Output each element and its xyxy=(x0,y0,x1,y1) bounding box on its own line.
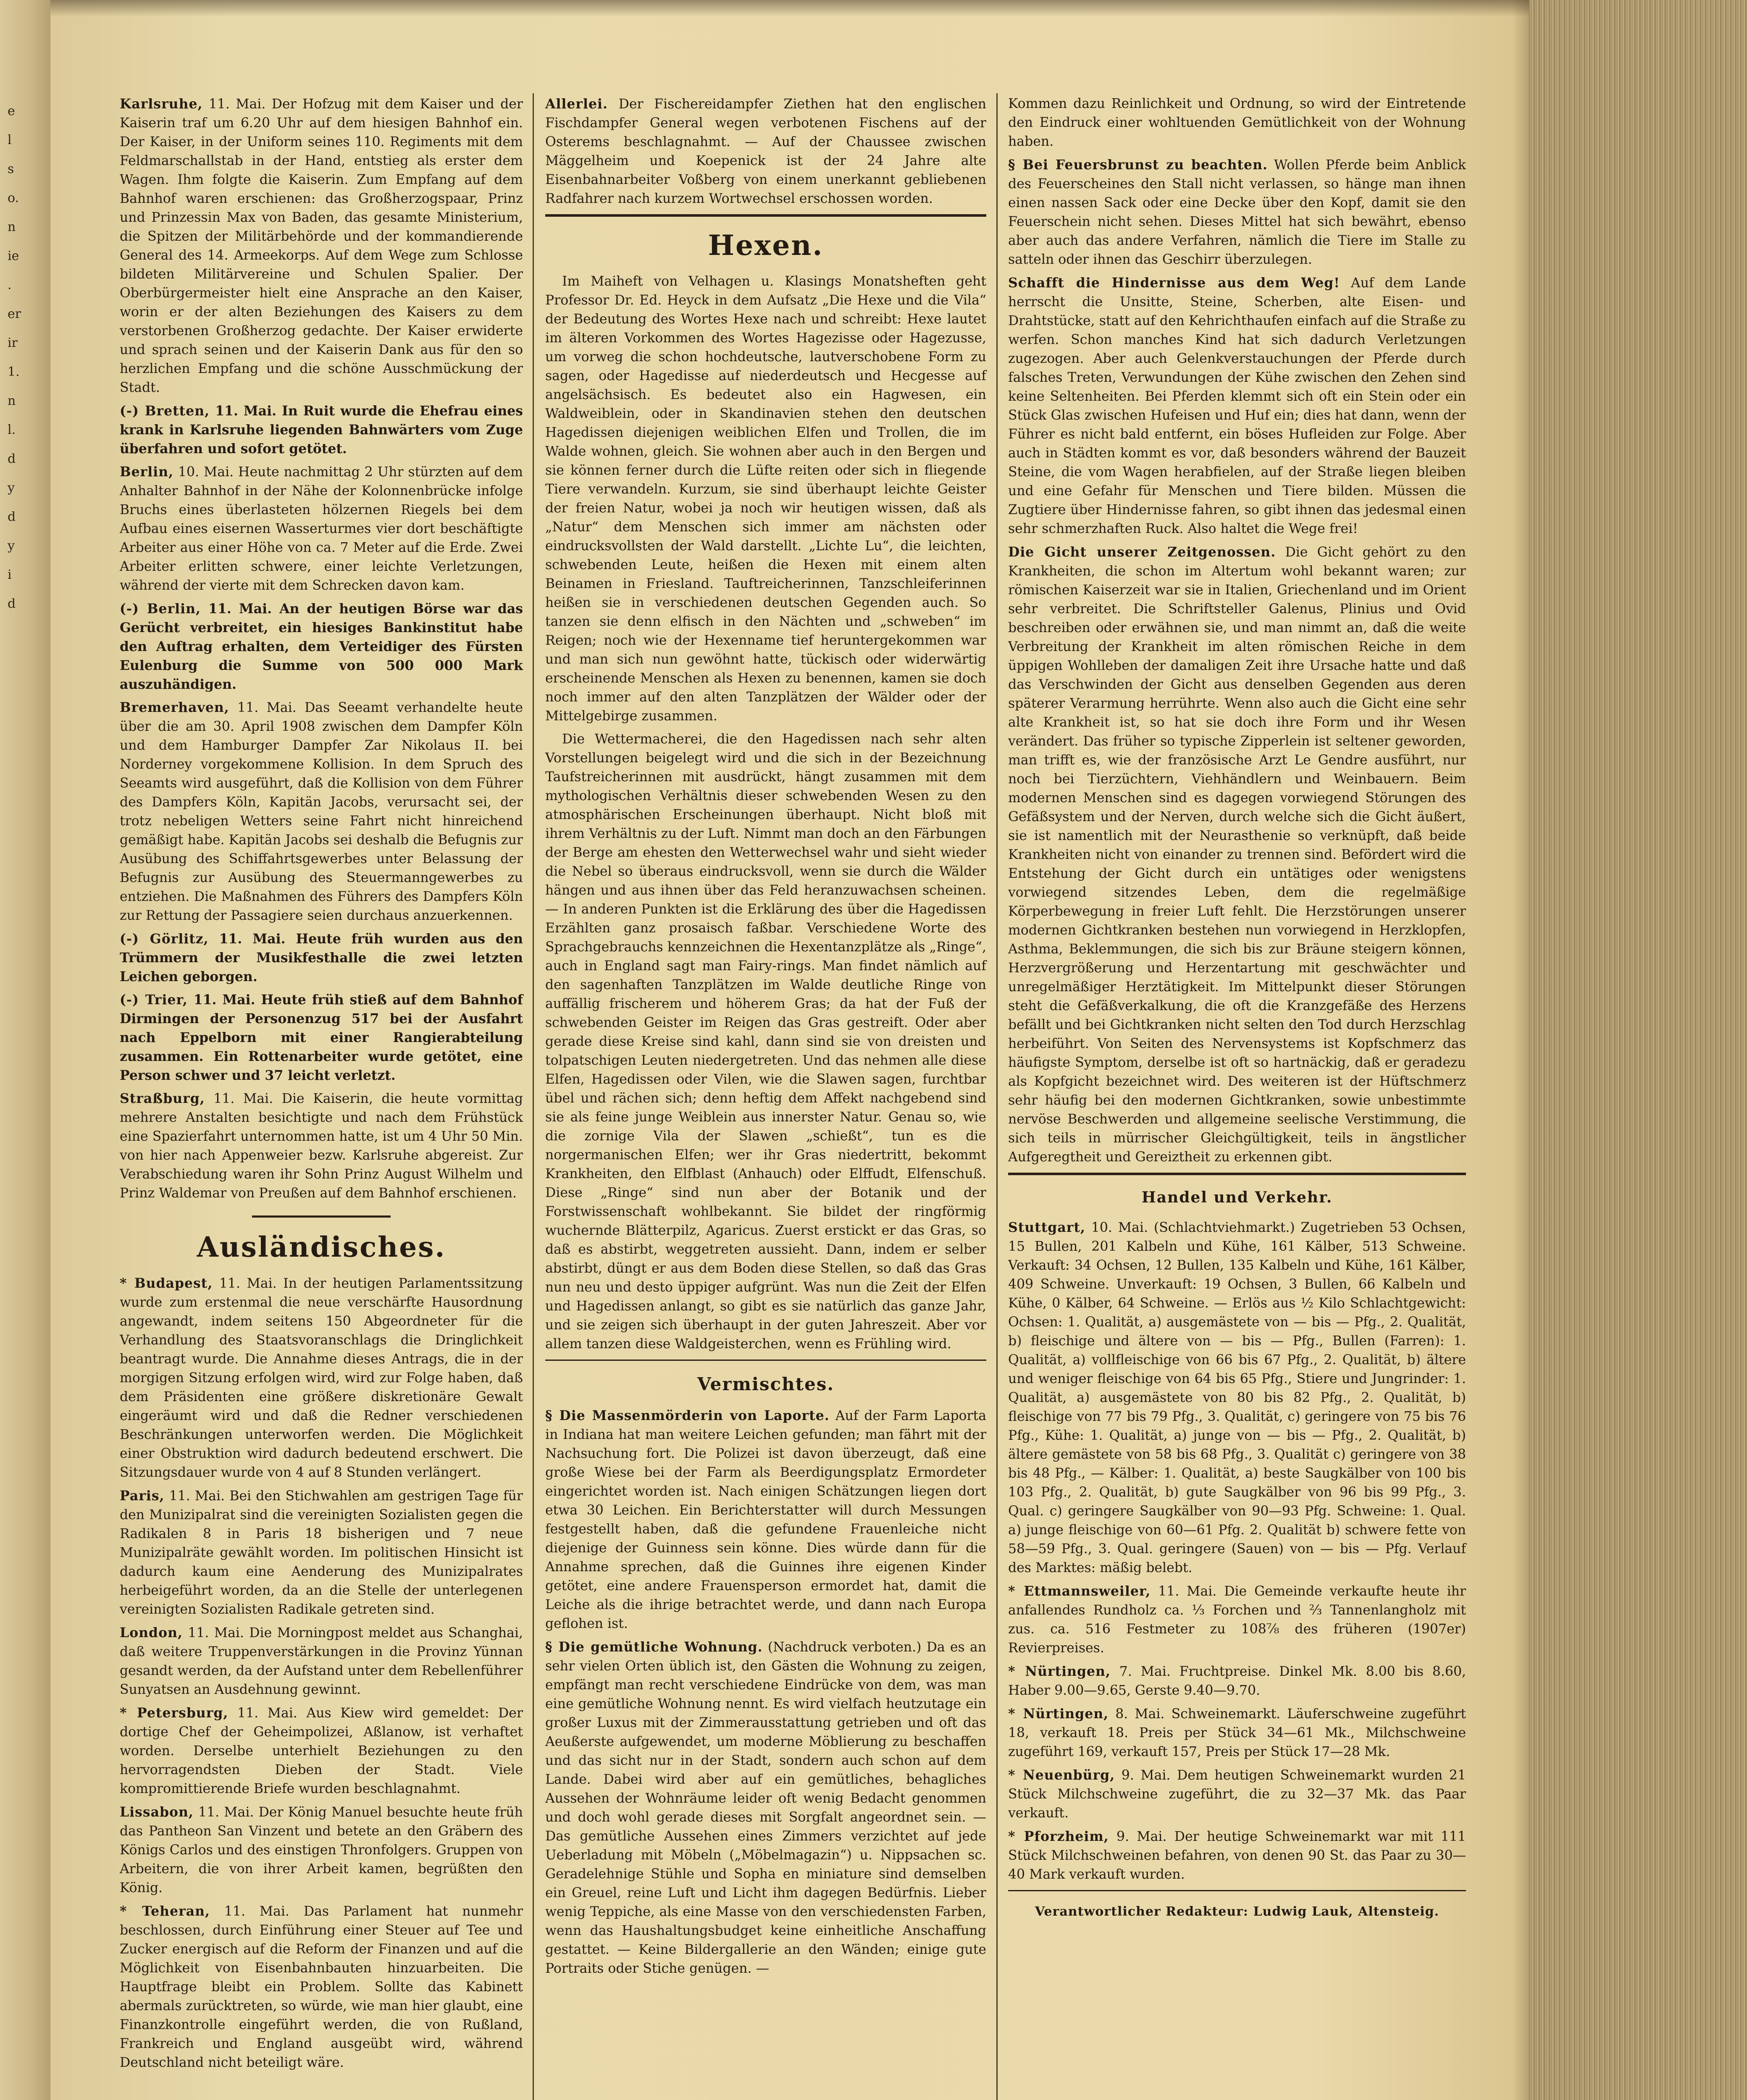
article-heading-hexen: Hexen. xyxy=(708,229,824,262)
news-item xyxy=(120,1089,523,1203)
news-item-text: 7. Mai. Fruchtpreise. Dinkel Mk. 8.00 bis 8.60, Haber 9.00—9.65, Gerste 9.40—9.70. xyxy=(1008,1664,1466,1698)
news-item-lead: * Ettmannsweiler, xyxy=(1008,1583,1151,1599)
news-item-text: 9. Mai. Dem heutigen Schweinemarkt wurden 21 Stück Milchschweine zugeführt, die zu 32—37 Mk. das Paar verkauft. xyxy=(1008,1768,1466,1821)
news-item-lead: § Die Massenmörderin von Laporte. xyxy=(545,1408,830,1423)
news-item-text: 11. Mai. Das Seeamt verhandelte heute über die am 30. April 1908 zwischen dem Dampfer Köln und dem Hamburger Dampfer Zar Nikolaus II. bei Norderney vorgekommene Kollision. In dem Spruch des Seeamts wird ausgeführt, daß die Kollision von dem Führer des Dampfers Köln, Kapitän Jacobs, verursacht sei, der trotz nebeligen Wetters seine Fahrt nicht hinreichend gemäßigt habe. Kapitän Jacobs sei deshalb die Befugnis zur Ausübung des Schiffahrtsgewerbes unter Belassung der Befugnis zur Ausübung des Steuermanngewerbes zu entziehen. Die Maßnahmen des Führers des Dampfers Köln zur Rettung der Passagiere seien durchaus anzuerkennen. xyxy=(120,700,523,923)
market-reports-list xyxy=(1008,1218,1466,1884)
scan-top-shadow xyxy=(50,0,1529,17)
news-item xyxy=(120,402,523,458)
news-item-lead: § Die gemütliche Wohnung. xyxy=(545,1639,763,1655)
news-item-lead: * Teheran, xyxy=(120,1903,210,1919)
news-item-lead: Straßburg, xyxy=(120,1091,205,1106)
news-item xyxy=(1008,155,1466,269)
book-page-stack xyxy=(1529,0,1747,2100)
news-item xyxy=(120,990,523,1085)
news-item-text: 11. Mai. An der heutigen Börse war das Gerücht verbreitet, ein hiesiges Bankinstitut habe den Auftrag erhalten, dem Verteidiger des Fürsten Eulenburg die Summe von 500 000 Mark auszuhändigen. xyxy=(120,601,523,692)
news-item xyxy=(1008,1662,1466,1700)
news-item-lead: (-) Berlin, xyxy=(120,601,201,617)
news-item-text: (Nachdruck verboten.) Da es an sehr vielen Orten üblich ist, den Gästen die Wohnung zu zeigen, empfängt man recht verschiedene Eindrücke von dem, was man eine gemütliche Wohnung nennt. Es wird vielfach heutzutage ein großer Luxus mit der Zimmerausstattung getrieben und oft das Aeußerste aufgewendet, um moderne Möblierung zu beschaffen und das sicht nur in der Stadt, sondern auch schon auf dem Lande. Dabei wird aber auf ein gemütliches, behagliches Aussehen der Wohnräume leider oft wenig Bedacht genommen und doch wohl gerade dieses mit Sorgfalt angeordnet sein. — Das gemütliche Aussehen eines Zimmers verzichtet auf jede Ueberladung mit Möbeln („Möbelmagazin“) u. Nippsachen sc. Geradelehnige Stühle und Sopha en miniature sind demselben ein Greuel, reine Luft und Licht ihm dagegen Bedürfnis. Lieber wenig Teppiche, als eine Masse von den verschiedensten Farben, wenn das Haushaltungsbudget keine einheitliche Anschaffung gestattet. — Keine Bildergallerie an den Wänden; einige gute Portraits oder Stiche genügen. — xyxy=(545,1640,987,1976)
column-rule-2 xyxy=(996,93,998,2100)
news-item-lead: * Neuenbürg, xyxy=(1008,1767,1115,1783)
news-item-text: 11. Mai. Das Parlament hat nunmehr beschlossen, durch Einführung einer Steuer auf Tee und Zucker energisch auf die Reform der Finanzen und auf die Möglichkeit von Eisenbahnbauten hinzuarbeiten. Die Hauptfrage bleibt ein Problem. Sollte das Kabinett abermals zurücktreten, so würde, wie man hier glaubt, eine Finanzkontrolle eingeführt werden, die von Rußland, Frankreich und England ausgeübt wird, während Deutschland nicht beteiligt wäre. xyxy=(120,1904,523,2070)
news-item xyxy=(120,94,523,397)
column-3 xyxy=(1008,94,1466,1921)
news-item xyxy=(1008,1582,1466,1658)
section-heading-trade: Handel und Verkehr. xyxy=(1141,1189,1333,1206)
article-paragraph: Die Wettermacherei, die den Hagedissen nach sehr alten Vorstellungen beigelegt wird und die sich in der Bezeichnung Taufstreicherinnen mit ausdrückt, hängt zusammen mit dem mythologischen Verhältnis dieser schwebenden Wesen zu den atmosphärischen Erscheinungen überhaupt. Nicht bloß mit ihrem Verhältnis zu der Luft. Nimmt man doch an den Färbungen der Berge am ehesten den Wetterwechsel wahr und sieht wieder die Nebel so überaus eindrucksvoll, wenn sie durch die Wälder hängen und aus ihnen über das Feld heranzuwachsen scheinen. — In anderen Punkten ist die Erklärung des über die Hagedissen Erzählten ganz prosaisch faßbar. Verschiedene Worte des Sprachgebrauchs kennzeichnen die Hexentanzplätze als „Ringe“, auch in England sagt man Fairy-rings. Man findet nämlich auf den sagenhaften Tanzplätzen im Walde deutliche Ringe von auffällig frischerem und höherem Gras; da hat der Fuß der schwebenden Geister im Reigen das Gras gestreift. Oder aber gerade diese Kreise sind kahl, dann sind sie von dreisten und tolpatschigen Leuten niedergetreten. Und das nehmen alle diese Elfen, Hagedissen oder Vilen, wie die Slawen sagen, furchtbar übel und rächen sich; denn heftig dem Affekt nachgebend sind sie als feine junge Weiblein aus innerster Natur. Genau so, wie die zornige Vila der Slawen „schießt“, tun es die norgermanischen Elfen; wer ihr Gras niedertritt, bekommt Krankheiten, den Elfblast (Anhauch) oder Elffudt, Elfenschuß. Diese „Ringe“ sind nun aber der Botanik und der Forstwissenschaft wohlbekannt. Sie bildet der ringförmig wuchernde Blätterpilz, Agaricus. Zuerst erstickt er das Gras, so daß es abstirbt, weggetreten aussieht. Dann, indem er selber abstirbt, düngt er aus dem Boden diese Stellen, so daß das Gras nun neu und desto üppiger aufgrünt. Was nun die Zeit der Elfen und Hagedissen anlangt, so gibt es sie natürlich das ganze Jahr, und sie zeigen sich überhaupt in der guten Jahreszeit. Aber vor allem tanzen diese Waldgeisterchen, wenn es Frühling wird. xyxy=(545,732,986,1352)
news-item xyxy=(120,462,523,595)
section-heading-foreign: Ausländisches. xyxy=(197,1231,446,1263)
adjacent-page-letter: i xyxy=(8,567,12,582)
news-item-lead: Die Gicht unserer Zeitgenossen. xyxy=(1008,544,1276,560)
news-item xyxy=(120,1623,523,1699)
editor-credit: Verantwortlicher Redakteur: Ludwig Lauk, Altensteig. xyxy=(1035,1904,1440,1919)
news-item-text: 11. Mai. Der Hofzug mit dem Kaiser und der Kaiserin traf um 6.20 Uhr auf dem hiesigen Bahnhof ein. Der Kaiser, in der Uniform seines 110. Regiments mit dem Feldmarschallstab in der Hand, entstieg als erster dem Wagen. Ihm folgte die Kaiserin. Zum Empfang auf dem Bahnhof waren erschienen: das Großherzogspaar, Prinz und Prinzessin Max von Baden, das gesamte Ministerium, die Spitzen der Militärbehörde und der kommandierende General des 14. Armeekorps. Auf dem Wege zum Schlosse bildeten Militärvereine und Schulen Spalier. Der Oberbürgermeister hielt eine Ansprache an den Kaiser, worin er der alten Beziehungen des Kaisers zu dem verstorbenen Großherzog gedachte. Der Kaiser erwiderte und sprach seinen und der Kaiserin Dank aus für den so herzlichen Empfang und die schöne Ausschmückung der Stadt. xyxy=(120,97,523,395)
news-item-lead: London, xyxy=(120,1625,183,1641)
news-item-lead: Schafft die Hindernisse aus dem Weg! xyxy=(1008,275,1340,291)
news-item xyxy=(120,1274,523,1482)
misc-news-list xyxy=(545,1406,986,1978)
news-item-text: Auf dem Lande herrscht die Unsitte, Steine, Scherben, alte Eisen- und Drahtstücke, statt auf den Kehrichthaufen einfach auf die Straße zu werfen. Schon manches Kind hat sich dadurch Verletzungen zugezogen. Aber auch Gelenkverstauchungen der Pferde durch falsches Treten, Verwundungen der Kühe zwischen den Zehen sind keine Seltenheiten. Bei Pferden klemmt sich oft ein Stein oder ein Stück Glas zwischen Hufeisen und Huf ein; dies hat dann, wenn der Führer es nicht bald entfernt, ein böses Hufleiden zur Folge. Aber auch in Städten kommt es vor, daß besonders während der Bauzeit Steine, die vom Wagen herabfielen, auf der Straße liegen bleiben und eine Gefahr für Menschen und Tiere bilden. Müssen die Zugtiere über Hindernisse fahren, so gibt ihnen das jedesmal einen sehr schmerzhaften Ruck. Also haltet die Wege frei! xyxy=(1008,276,1466,536)
adjacent-page-letter: 1. xyxy=(8,365,20,379)
section-divider xyxy=(1008,1173,1466,1175)
news-item xyxy=(545,1638,986,1978)
news-item-lead: § Bei Feuersbrunst zu beachten. xyxy=(1008,157,1268,173)
news-item xyxy=(545,94,986,208)
adjacent-page-letter: d xyxy=(8,509,16,524)
news-item-lead: * Budapest, xyxy=(120,1276,213,1291)
news-item xyxy=(120,599,523,694)
news-item xyxy=(120,1803,523,1898)
news-item xyxy=(1008,94,1466,151)
adjacent-page-letter: d xyxy=(8,452,16,466)
news-item-lead: (-) Bretten, xyxy=(120,403,210,419)
section-divider xyxy=(545,214,986,217)
section-divider xyxy=(545,1360,986,1361)
news-item xyxy=(120,698,523,925)
section-divider xyxy=(252,1215,391,1218)
column-1 xyxy=(120,94,523,2076)
news-item-lead: Bremerhaven, xyxy=(120,700,229,715)
news-item-text: 11. Mai. Aus Kiew wird gemeldet: Der dortige Chef der Geheimpolizei, Aßlanow, ist verhaftet worden. Derselbe unterhielt Beziehungen zu den hervorragendsten Dieben der Stadt. Viele kompromittierende Briefe wurden beschlagnahmt. xyxy=(120,1706,523,1796)
news-item xyxy=(120,1704,523,1798)
news-item-text: 11. Mai. Heute früh stieß auf dem Bahnhof Dirmingen der Personenzug 517 bei der Ausfahrt nach Eppelborn mit einer Rangierabteilung zusammen. Ein Rottenarbeiter wurde getötet, eine Person schwer und 37 leicht verletzt. xyxy=(120,992,523,1083)
news-item-text: 11. Mai. Die Kaiserin, die heute vormittag mehrere Anstalten besichtigte und nach dem Frühstück eine Spazierfahrt unternommen hatte, ist um 4 Uhr 50 Min. von hier nach Appenweier bezw. Karlsruhe abgereist. Zur Verabschiedung waren ihr Sohn Prinz August Wilhelm und Prinz Waldemar von Preußen auf dem Bahnhof erschienen. xyxy=(120,1091,523,1201)
news-item-lead: Paris, xyxy=(120,1488,165,1504)
column-rule-1 xyxy=(533,93,534,2100)
adjacent-page-letter: y xyxy=(8,538,15,553)
domestic-news-list xyxy=(120,94,523,1203)
adjacent-page-letter: d xyxy=(8,596,16,611)
news-item-lead: * Petersburg, xyxy=(120,1705,229,1721)
news-item-text: 9. Mai. Der heutige Schweinemarkt war mit 111 Stück Milchschweinen befahren, von denen 90 St. das Paar zu 30—40 Mark verkauft wurden. xyxy=(1008,1829,1466,1882)
news-item-text: 11. Mai. Heute früh wurden aus den Trümmern der Musikfesthalle die zwei letzten Leichen geborgen. xyxy=(120,931,523,984)
adjacent-page-letter: o. xyxy=(8,191,19,205)
news-item xyxy=(1008,543,1466,1167)
news-item-lead: Allerlei. xyxy=(545,96,608,112)
section-heading-misc: Vermischtes. xyxy=(697,1374,835,1394)
foreign-news-list xyxy=(120,1274,523,2072)
adjacent-page-letter: n xyxy=(8,394,16,408)
news-item-lead: * Nürtingen, xyxy=(1008,1664,1111,1679)
news-item-text: Der Fischereidampfer Ziethen hat den englischen Fischdampfer General wegen verbotenen Fischens auf der Osterems beschlagnahmt. — Auf der Chaussee zwischen Mäggelheim und Koepenick ist der 24 Jahre alte Eisenbahnarbeiter Voßberg von einem unerkannt gebliebenen Radfahrer nach kurzem Wortwechsel erschossen worden. xyxy=(545,97,986,206)
news-item xyxy=(545,1406,986,1633)
news-item xyxy=(120,1902,523,2072)
adjacent-page-letter: er xyxy=(8,307,21,321)
section-divider xyxy=(1008,1890,1466,1891)
news-item-lead: Stuttgart, xyxy=(1008,1220,1085,1235)
news-item-lead: (-) Görlitz, xyxy=(120,931,209,947)
adjacent-page-letter: n xyxy=(8,220,16,234)
news-item xyxy=(1008,1704,1466,1761)
news-item-text: 11. Mai. Die Gemeinde verkaufte heute ihr anfallendes Rundholz ca. ⅓ Forchen und ⅔ Tannenlangholz mit zus. ca. 516 Festmeter zu 108⅞ des früheren (1907er) Revierpreises. xyxy=(1008,1584,1466,1656)
news-item-text: 8. Mai. Schweinemarkt. Läuferschweine zugeführt 18, verkauft 18. Preis per Stück 34—61 Mk., Milchschweine zugeführt 169, verkauft 157, Preis per Stück 17—28 Mk. xyxy=(1008,1706,1466,1759)
adjacent-page-letter: e xyxy=(8,104,15,118)
adjacent-page-letter: ir xyxy=(8,336,18,350)
news-item-text: 11. Mai. In Ruit wurde die Ehefrau eines krank in Karlsruhe liegenden Bahnwärters vom Zuge überfahren und sofort getötet. xyxy=(120,403,523,457)
news-item-text: 11. Mai. Bei den Stichwahlen am gestrigen Tage für den Munizipalrat sind die vereinigten Sozialisten gegen die Radikalen 8 in Paris 18 bisherigen und 7 neue Munizipalräte gewählt worden. Im politischen Hinsicht ist dadurch kaum eine Aenderung des Munizipalrates herbeigeführt worden, da an die Stelle der unterlegenen vereinigten Sozialisten Radikale getreten sind. xyxy=(120,1488,523,1617)
news-item-text: Wollen Pferde beim Anblick des Feuerscheines den Stall nicht verlassen, so hänge man ihnen einen nassen Sack oder eine Decke über den Kopf, damit sie den Feuerschein nicht sehen. Dieses Mittel hat sich bewährt, ebenso aber auch das andere Verfahren, nämlich die Tiere im Stalle zu satteln oder ihnen das Geschirr überzulegen. xyxy=(1008,158,1466,267)
news-item-lead: (-) Trier, xyxy=(120,992,188,1008)
news-item xyxy=(1008,273,1466,538)
news-item-text: 11. Mai. Die Morningpost meldet aus Schanghai, daß weitere Truppenverstärkungen in die Provinz Yünnan gesandt werden, da der Aufstand unter dem Rebellenführer Sunyatsen an Ausdehnung gewinnt. xyxy=(120,1625,523,1697)
news-item xyxy=(1008,1827,1466,1884)
news-item-text: Auf der Farm Laporta in Indiana hat man weitere Leichen gefunden; man fährt mit der Nachsuchung fort. Die Polizei ist davon überzeugt, daß eine große Wiese bei der Farm als Beerdigungsplatz Ermordeter eingerichtet worden ist. Nach einigen Schätzungen liegen dort etwa 30 Leichen. Ein Berichterstatter will durch Messungen festgestellt haben, daß die gefundene Frauenleiche nicht diejenige der Guinness sein könne. Dies würde dann für die Annahme sprechen, daß die Guinnes ihre eigenen Kinder getötet, eine andere Frauensperson ermordet hat, damit die Leiche als die ihrige betrachtet werde, und dann nach Europa geflohen ist. xyxy=(545,1408,986,1631)
news-item-text: 11. Mai. Der König Manuel besuchte heute früh das Pantheon San Vinzent und betete an den Gräbern des Königs Carlos und des einstigen Thronfolgers. Gruppen von Arbeitern, die von ihrer Arbeit kamen, begrüßten den König. xyxy=(120,1805,523,1895)
column-2 xyxy=(545,94,986,1982)
news-item-lead: * Nürtingen, xyxy=(1008,1706,1109,1722)
adjacent-page-letter: y xyxy=(8,480,15,495)
news-item-text: 10. Mai. Heute nachmittag 2 Uhr stürzten auf dem Anhalter Bahnhof in der Nähe der Kolonnenbrücke infolge Bruchs eines überlasteten hölzernen Riegels bei dem Aufbau eines eisernen Wasserturmes vier dort beschäftigte Arbeiter aus einer Höhe von ca. 7 Meter auf die Erde. Zwei Arbeiter erlitten schwere, einer leichte Verletzungen, während der vierte mit dem Schrecken davon kam. xyxy=(120,465,523,593)
news-item xyxy=(1008,1218,1466,1578)
misc-news-continued xyxy=(1008,94,1466,1167)
news-item-lead: * Pforzheim, xyxy=(1008,1829,1109,1844)
adjacent-page-letter: . xyxy=(8,278,12,292)
news-item-text: Kommen dazu Reinlichkeit und Ordnung, so wird der Eintretende den Eindruck einer wohltuenden Gemütlichkeit von der Wohnung haben. xyxy=(1008,96,1466,149)
news-item xyxy=(1008,1766,1466,1823)
news-item-lead: Berlin, xyxy=(120,464,174,480)
adjacent-page-letter: l xyxy=(8,133,12,147)
adjacent-page-letter: l. xyxy=(8,423,16,437)
news-item-text: Die Gicht gehört zu den Krankheiten, die schon im Altertum wohl bekannt waren; zur römischen Kaiserzeit war sie in Italien, Griechenland und im Orient sehr verbreitet. Die Schriftsteller Galenus, Plinius und Ovid beschreiben oder erwähnen sie, und man nimmt an, daß die weite Verbreitung der Krankheit im alten römischen Reiche in dem üppigen Wohlleben der damaligen Zeit ihre Ursache hatte und daß das Verschwinden der Gicht aus denselben Gegenden aus deren späterer Verarmung herrührte. Wenn also auch die Gicht eine sehr alte Krankheit ist, so hat sie doch ihre Form und ihr Wesen verändert. Das früher so typische Zipperlein ist seltener geworden, man trifft es, wie der französische Arzt Le Gendre ausführt, nur noch bei Tierzüchtern, Viehhändlern und Weinbauern. Beim modernen Menschen sind es dagegen vorwiegend Störungen des Gefäßsystem und der Nerven, durch welche sich die Gicht äußert, sie ist namentlich mit der Neurasthenie so verknüpft, daß beide Krankheiten nicht von einander zu trennen sind. Befördert wird die Entstehung der Gicht durch ein untätiges oder wenigstens vorwiegend sitzendes Leben, dem die regelmäßige Körperbewegung in freier Luft fehlt. Die Herzstörungen unserer modernen Gichtkranken bestehen nun vorwiegend in Herzklopfen, Asthma, Beklemmungen, die sich bis zur Bräune steigern können, Herzvergrößerung und Herzentartung mit geschwächter und unregelmäßiger Herztätigkeit. Im Mittelpunkt dieser Störungen steht die Gefäßverkalkung, die oft die Kranzgefäße des Herzens befällt und bei Gichtkranken nicht selten den Tod durch Herzschlag herbeiführt. Von Seiten des Nervensystems ist Kopfschmerz das häufigste Symptom, derselbe ist oft so hartnäckig, daß er geradezu als Kopfgicht bezeichnet wird. Des weiteren ist der Hüftschmerz sehr häufig bei den modernen Gichtkranken, sowie unbestimmte nervöse Beschwerden und allgemeine seelische Verstimmung, die sich teils in mürrischer Gleichgültigkeit, teils in ängstlicher Aufgeregtheit und Gereiztheit zu erkennen gibt. xyxy=(1008,545,1466,1165)
adjacent-page-letter: ie xyxy=(8,249,19,263)
adjacent-page-letters xyxy=(8,97,24,618)
news-item-lead: Lissabon, xyxy=(120,1804,194,1820)
news-item-text: 11. Mai. In der heutigen Parlamentssitzung wurde zum erstenmal die neue verschärfte Hausordnung angewandt, indem seitens 150 Abgeordneter für die Verhandlung des Staatsvoranschlags die Dringlichkeit beantragt wurde. Die Annahme dieses Antrags, die in der morgigen Sitzung erfolgen wird, wird zur Folge haben, daß dem Präsidenten eine größere diskretionäre Gewalt eingeräumt wird und daß die Redner verschiedenen Beschränkungen unterworfen werden. Die Möglichkeit einer Obstruktion wird dadurch bedeutend erschwert. Die Sitzungsdauer wurde von 4 auf 8 Stunden verlängert. xyxy=(120,1276,523,1480)
news-item-text: 10. Mai. (Schlachtviehmarkt.) Zugetrieben 53 Ochsen, 15 Bullen, 201 Kalbeln und Kühe, 161 Kälber, 513 Schweine. Verkauft: 34 Ochsen, 12 Bullen, 135 Kalbeln und Kühe, 161 Kälber, 409 Schweine. Unverkauft: 19 Ochsen, 3 Bullen, 66 Kalbeln und Kühe, 0 Kälber, 64 Schweine. — Erlös aus ½ Kilo Schlachtgewicht: Ochsen: 1. Qualität, a) ausgemästete von — bis — Pfg., 2. Qualität, b) fleischige und ältere von — bis — Pfg., Bullen (Farren): 1. Qualität, a) vollfleischige von 66 bis 67 Pfg., 2. Qualität, b) ältere und weniger fleischige von 64 bis 65 Pfg., Stiere und Jungrinder: 1. Qualität, a) ausgemästete von 80 bis 82 Pfg., 2. Qualität, b) fleischige von 77 bis 79 Pfg., 3. Qualität, c) geringere von 75 bis 76 Pfg., Kühe: 1. Qualität, a) junge von — bis — Pfg., 2. Qualität, b) ältere gemästete von 58 bis 68 Pfg., 3. Qualität c) geringere von 38 bis 48 Pfg., — Kälber: 1. Qualität, a) beste Saugkälber von 100 bis 103 Pfg., 2. Qualität, b) gute Saugkälber von 96 bis 99 Pfg., 3. Qual. c) geringere Saugkälber von 90—93 Pfg. Schweine: 1. Qual. a) junge fleischige von 60—61 Pfg. 2. Qualität b) schwere fette von 58—59 Pfg., 3. Qual. geringere (Sauen) von — bis — Pfg. Verlauf des Marktes: mäßig belebt. xyxy=(1008,1220,1466,1575)
adjacent-page-letter: s xyxy=(8,162,14,176)
news-item xyxy=(120,1486,523,1619)
news-item-lead: Karlsruhe, xyxy=(120,96,203,112)
adjacent-page-edge xyxy=(0,0,52,2100)
news-item xyxy=(120,929,523,986)
article-body-hexen xyxy=(545,272,986,1354)
article-paragraph: Im Maiheft von Velhagen u. Klasings Monatsheften geht Professor Dr. Ed. Heyck in dem Aufsatz „Die Hexe und die Vila“ der Bedeutung des Wortes Hexe nach und schreibt: Hexe lautet im älteren Vorkommen des Wortes Hagezisse oder Hagezusse, um vorweg die schon hochdeutsche, lautverschobene Form zu sagen, oder Hagedisse auf niederdeutsch und Hecgesse auf angelsächsisch. Es bedeutet also ein Hagwesen, ein Waldweiblein, oder in Skandinavien stehen den deutschen Hagedissen diejenigen weiblichen Elfen und Trollen, die im Walde wohnen, gleich. Sie wohnen aber auch in den Bergen und sie können ferner durch die Lüfte reiten oder sich in fliegende Tiere verwandeln. Kurzum, sie sind überhaupt leichte Geister der freien Natur, wobei ja noch wir heutigen wissen, daß als „Natur“ dem Menschen sich immer am nächsten oder eindrucksvollsten der Wald darstellt. „Lichte Lu“, die leichten, schwebenden Leute, heißen die Hexen mit einem alten Beinamen in Friesland. Tauftreicherinnen, Tanzschleiferinnen heißen sie in verschiedenen deutschen Gegenden auch. So tanzen sie denn elfisch in den Nächten und „schweben“ im Reigen; noch wie der Hexenname tief heruntergekommen war und man sich nun gewöhnt hatte, tückisch oder widerwärtig erscheinende Menschen als Hexen zu benennen, kamen sie doch noch immer auf den alten Tanzplätzen der Wälder oder der Mittelgebirge zusammen. xyxy=(545,274,986,724)
